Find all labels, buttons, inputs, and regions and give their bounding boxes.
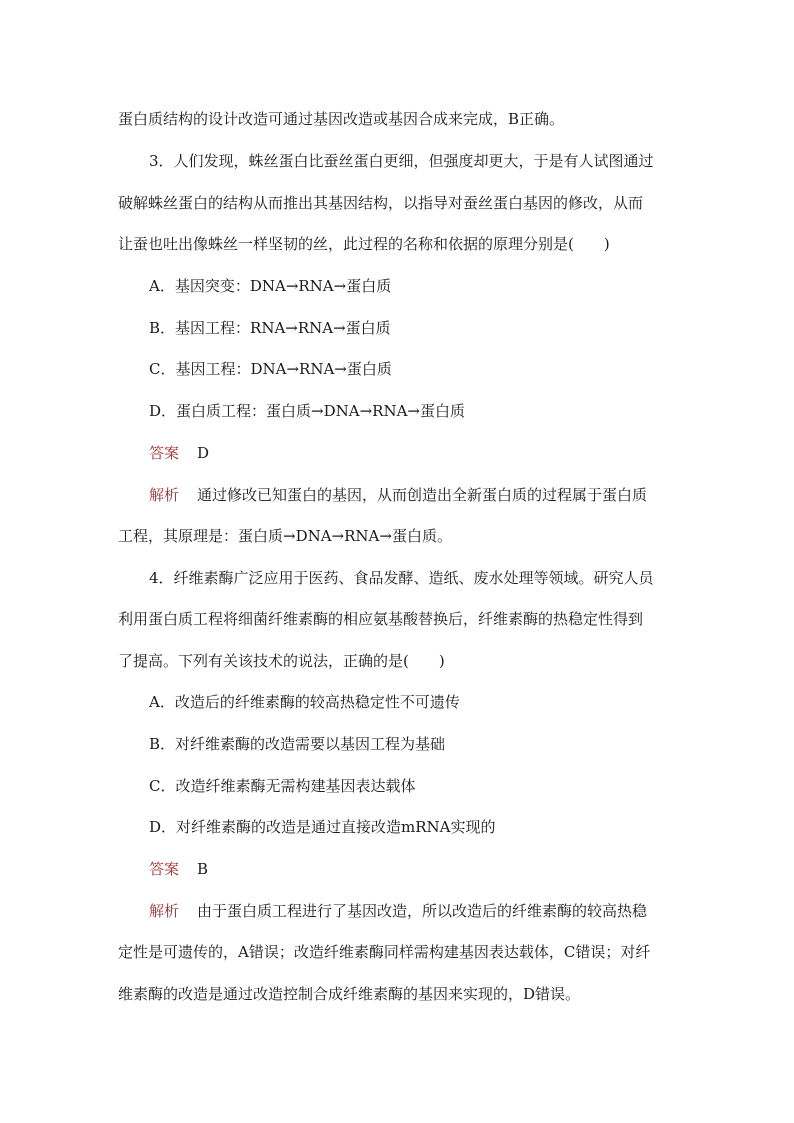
answer-value: B [197, 860, 209, 878]
q4-stem-line-1: 4．纤维素酶广泛应用于医药、食品发酵、造纸、废水处理等领域。研究人员 [149, 569, 654, 587]
q3-analysis-line-2: 工程，其原理是：蛋白质→DNA→RNA→蛋白质。 [118, 527, 452, 545]
intro-text: 蛋白质结构的设计改造可通过基因改造或基因合成来完成，B正确。 [118, 110, 565, 128]
q3-stem-line-1: 3．人们发现，蛛丝蛋白比蚕丝蛋白更细，但强度却更大，于是有人试图通过 [149, 152, 654, 170]
q4-analysis-line-1 [149, 901, 647, 921]
q3-stem-line-3: 让蚕也吐出像蛛丝一样坚韧的丝，此过程的名称和依据的原理分别是( ) [118, 235, 610, 253]
analysis-text: 由于蛋白质工程进行了基因改造，所以改造后的纤维素酶的较高热稳 [197, 902, 648, 920]
answer-label: 答案 [149, 444, 180, 462]
answer-value: D [197, 444, 210, 462]
q3-option-d: D．蛋白质工程：蛋白质→DNA→RNA→蛋白质 [149, 402, 465, 420]
q4-option-d: D．对纤维素酶的改造是通过直接改造mRNA实现的 [149, 818, 496, 836]
q3-answer [149, 443, 209, 463]
q3-option-c: C．基因工程：DNA→RNA→蛋白质 [149, 360, 392, 378]
q4-stem-line-2: 利用蛋白质工程将细菌纤维素酶的相应氨基酸替换后，纤维素酶的热稳定性得到 [118, 610, 644, 628]
q3-option-a: A．基因突变：DNA→RNA→蛋白质 [149, 277, 392, 295]
q4-answer [149, 859, 208, 879]
q4-option-b: B．对纤维素酶的改造需要以基因工程为基础 [149, 735, 446, 753]
answer-label: 答案 [149, 860, 180, 878]
analysis-text: 通过修改已知蛋白的基因，从而创造出全新蛋白质的过程属于蛋白质 [197, 486, 648, 504]
q4-option-a: A．改造后的纤维素酶的较高热稳定性不可遗传 [149, 693, 460, 711]
analysis-label: 解析 [149, 902, 180, 920]
q3-analysis-line-1 [149, 485, 647, 505]
analysis-label: 解析 [149, 486, 180, 504]
q4-option-c: C．改造纤维素酶无需构建基因表达载体 [149, 777, 416, 795]
q4-analysis-line-3: 维素酶的改造是通过改造控制合成纤维素酶的基因来实现的，D错误。 [118, 985, 581, 1003]
q4-analysis-line-2: 定性是可遗传的，A错误；改造纤维素酶同样需构建基因表达载体，C错误；对纤 [118, 943, 651, 961]
q3-option-b: B．基因工程：RNA→RNA→蛋白质 [149, 319, 391, 337]
q3-stem-line-2: 破解蛛丝蛋白的结构从而推出其基因结构，以指导对蚕丝蛋白基因的修改，从而 [118, 194, 644, 212]
q4-stem-line-3: 了提高。下列有关该技术的说法，正确的是( ) [118, 652, 445, 670]
